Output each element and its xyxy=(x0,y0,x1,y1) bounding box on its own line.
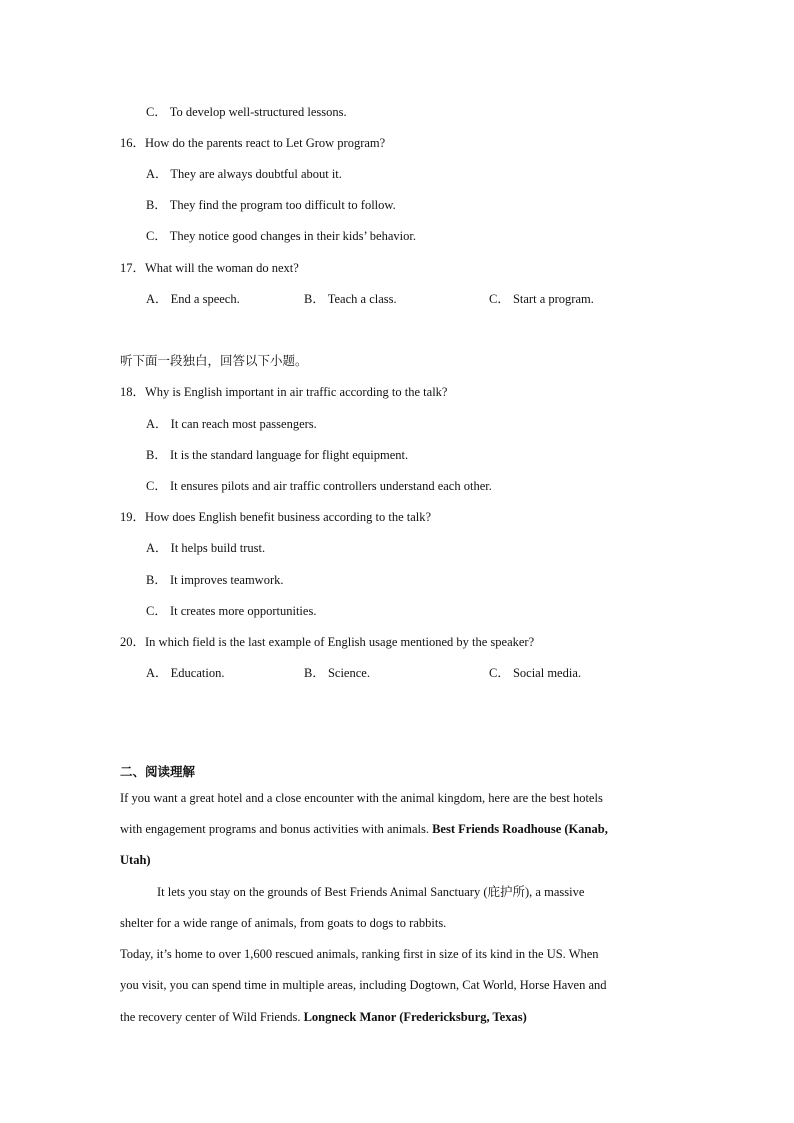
reading-p3-line3-text: the recovery center of Wild Friends. xyxy=(120,1010,301,1024)
q19-option-c: C． It creates more opportunities. xyxy=(146,604,317,618)
q20-option-a: A． Education. xyxy=(146,666,225,680)
q17-option-b: B． Teach a class. xyxy=(304,292,397,306)
q16-option-a: A． They are always doubtful about it. xyxy=(146,167,342,181)
reading-p3-line3 xyxy=(120,1009,680,1025)
reading-p2-line2: shelter for a wide range of animals, from goats to dogs to rabbits. xyxy=(120,916,447,930)
reading-p2-line1: It lets you stay on the grounds of Best Friends Animal Sanctuary (庇护所), a massive xyxy=(157,885,585,899)
reading-p1-line2 xyxy=(120,821,680,837)
q17-option-a: A． End a speech. xyxy=(146,292,240,306)
q15-option-c: C． To develop well-structured lessons. xyxy=(146,105,347,119)
reading-heading: 二、阅读理解 xyxy=(120,764,196,779)
q17-option-c: C． Start a program. xyxy=(489,292,594,306)
hotel-title-best-friends-cont: Utah) xyxy=(120,853,151,867)
q18-question: 18．Why is English important in air traffic according to the talk? xyxy=(120,385,448,399)
hotel-title-longneck-manor: Longneck Manor (Fredericksburg, Texas) xyxy=(303,1010,527,1024)
q16-option-c: C． They notice good changes in their kids’ behavior. xyxy=(146,229,416,243)
reading-p1-line1: If you want a great hotel and a close encounter with the animal kingdom, here are the best hotels xyxy=(120,791,603,805)
q20-question: 20．In which field is the last example of English usage mentioned by the speaker? xyxy=(120,635,535,649)
hotel-title-best-friends: Best Friends Roadhouse (Kanab, xyxy=(432,822,608,836)
q20-option-c: C． Social media. xyxy=(489,666,581,680)
q19-option-a: A． It helps build trust. xyxy=(146,541,266,555)
q18-option-b: B． It is the standard language for flight equipment. xyxy=(146,448,409,462)
q16-option-b: B． They find the program too difficult to follow. xyxy=(146,198,396,212)
q18-option-c: C． It ensures pilots and air traffic controllers understand each other. xyxy=(146,479,492,493)
q16-question: 16．How do the parents react to Let Grow program? xyxy=(120,136,386,150)
section-instruction: 听下面一段独白，回答以下小题。 xyxy=(120,353,308,368)
q17-question: 17．What will the woman do next? xyxy=(120,261,299,275)
q18-option-a: A． It can reach most passengers. xyxy=(146,417,317,431)
q20-option-b: B． Science. xyxy=(304,666,370,680)
reading-p1-line2-text: with engagement programs and bonus activities with animals. xyxy=(120,822,429,836)
reading-p3-line1: Today, it’s home to over 1,600 rescued animals, ranking first in size of its kind in the US. When xyxy=(120,947,599,961)
q19-option-b: B． It improves teamwork. xyxy=(146,573,284,587)
reading-p3-line2: you visit, you can spend time in multiple areas, including Dogtown, Cat World, Horse Haven and xyxy=(120,978,607,992)
q19-question: 19．How does English benefit business according to the talk? xyxy=(120,510,432,524)
